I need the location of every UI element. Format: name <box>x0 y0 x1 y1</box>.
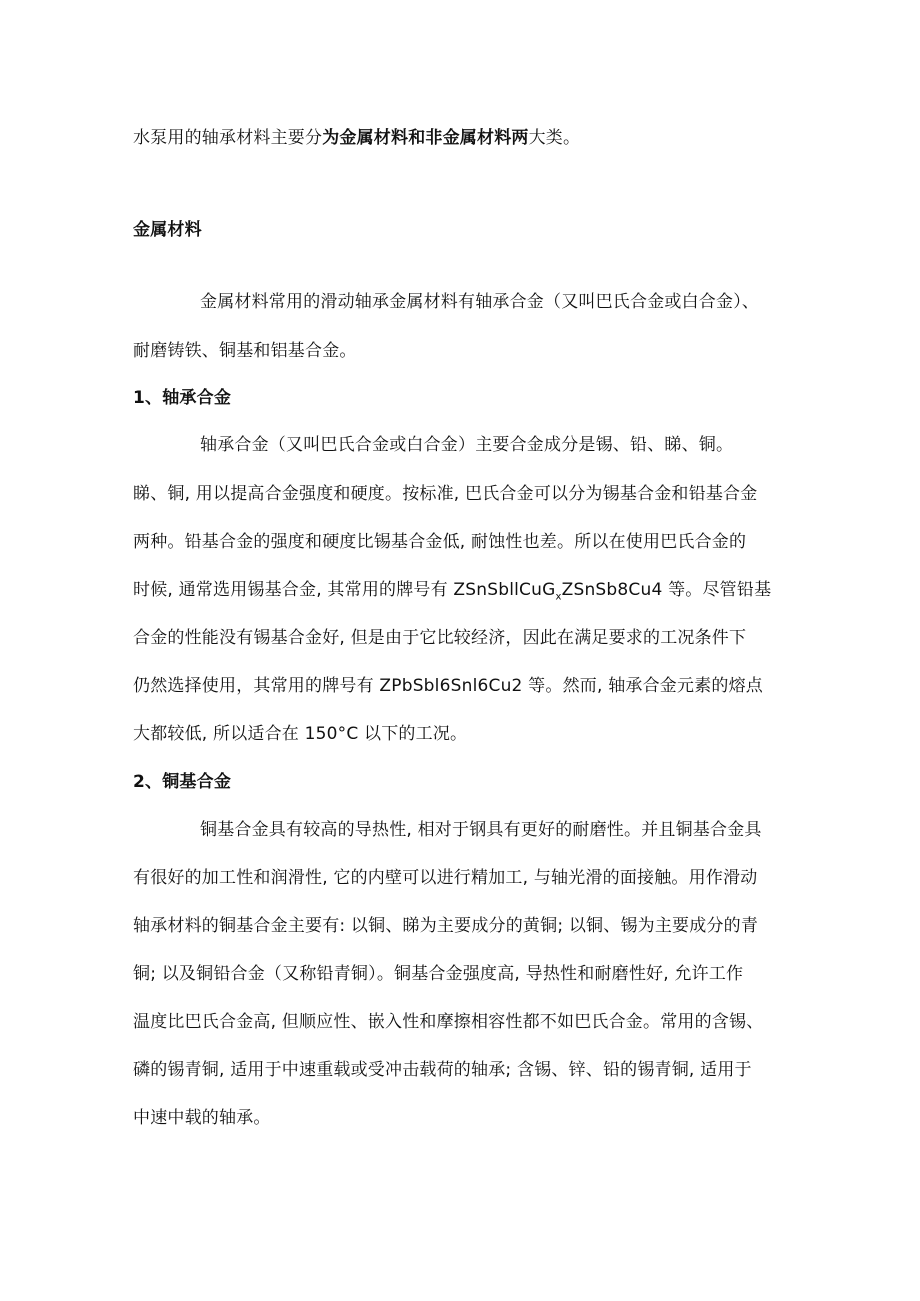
copper-alloy-line-3: 轴承材料的铜基合金主要有: 以铜、睇为主要成分的黄铜; 以铜、锡为主要成分的青 <box>133 916 759 936</box>
bearing-alloy-line-7: 大都较低, 所以适合在 150°C 以下的工况。 <box>133 724 468 744</box>
intro-text-prefix: 水泵用的轴承材料主要分 <box>133 128 323 148</box>
copper-alloy-line-4: 铜; 以及铜铅合金（又称铅青铜）。铜基合金强度高, 导热性和耐磨性好, 允许工作 <box>133 964 744 984</box>
bearing-alloy-line-6: 仍然选择使用，其常用的牌号有 ZPbSbl6Snl6Cu2 等。然而, 轴承合金元素的熔点 <box>133 676 763 696</box>
copper-alloy-line-5: 温度比巴氏合金高, 但顺应性、嵌入性和摩擦相容性都不如巴氏合金。常用的含锡、 <box>133 1012 764 1032</box>
bearing-alloy-line-4-sub: x <box>555 591 562 603</box>
copper-alloy-line-1: 铜基合金具有较高的导热性, 相对于钢具有更好的耐磨性。并且铜基合金具 <box>200 820 762 840</box>
copper-alloy-line-2: 有很好的加工性和润滑性, 它的内壁可以进行精加工, 与轴光滑的面接触。用作滑动 <box>133 868 758 888</box>
intro-text-bold: 为金属材料和非金属材料两 <box>322 128 529 148</box>
bearing-alloy-line-2: 睇、铜, 用以提高合金强度和硬度。按标准, 巴氏合金可以分为锡基合金和铅基合金 <box>133 484 758 504</box>
bearing-alloy-line-5: 合金的性能没有锡基合金好, 但是由于它比较经济，因此在满足要求的工况条件下 <box>133 628 747 648</box>
bearing-alloy-line-4-a: 时候, 通常选用锡基合金, 其常用的牌号有 ZSnSbllCuG <box>133 580 556 600</box>
bearing-alloy-line-4 <box>133 578 771 609</box>
intro-text-suffix: 大类。 <box>528 128 581 148</box>
bearing-alloy-line-4-b: ZSnSb8Cu4 等。尽管铅基 <box>561 580 772 600</box>
metal-paragraph-line-2: 耐磨铸铁、铜基和铝基合金。 <box>133 341 357 361</box>
intro-paragraph <box>133 126 580 150</box>
subsection-heading-bearing-alloy: 1、轴承合金 <box>133 388 232 408</box>
bearing-alloy-line-3: 两种。铅基合金的强度和硬度比锡基合金低, 耐蚀性也差。所以在使用巴氏合金的 <box>133 532 747 552</box>
copper-alloy-line-7: 中速中载的轴承。 <box>133 1108 271 1128</box>
subsection-heading-copper-alloy: 2、铜基合金 <box>133 772 232 792</box>
copper-alloy-line-6: 磷的锡青铜, 适用于中速重载或受冲击载荷的轴承; 含锡、锌、铅的锡青铜, 适用于 <box>133 1060 752 1080</box>
metal-paragraph-line-1: 金属材料常用的滑动轴承金属材料有轴承合金（又叫巴氏合金或白合金）、 <box>200 292 760 312</box>
section-heading-metal: 金属材料 <box>133 220 202 240</box>
bearing-alloy-line-1: 轴承合金（又叫巴氏合金或白合金）主要合金成分是锡、铅、睇、铜。 <box>200 435 734 455</box>
